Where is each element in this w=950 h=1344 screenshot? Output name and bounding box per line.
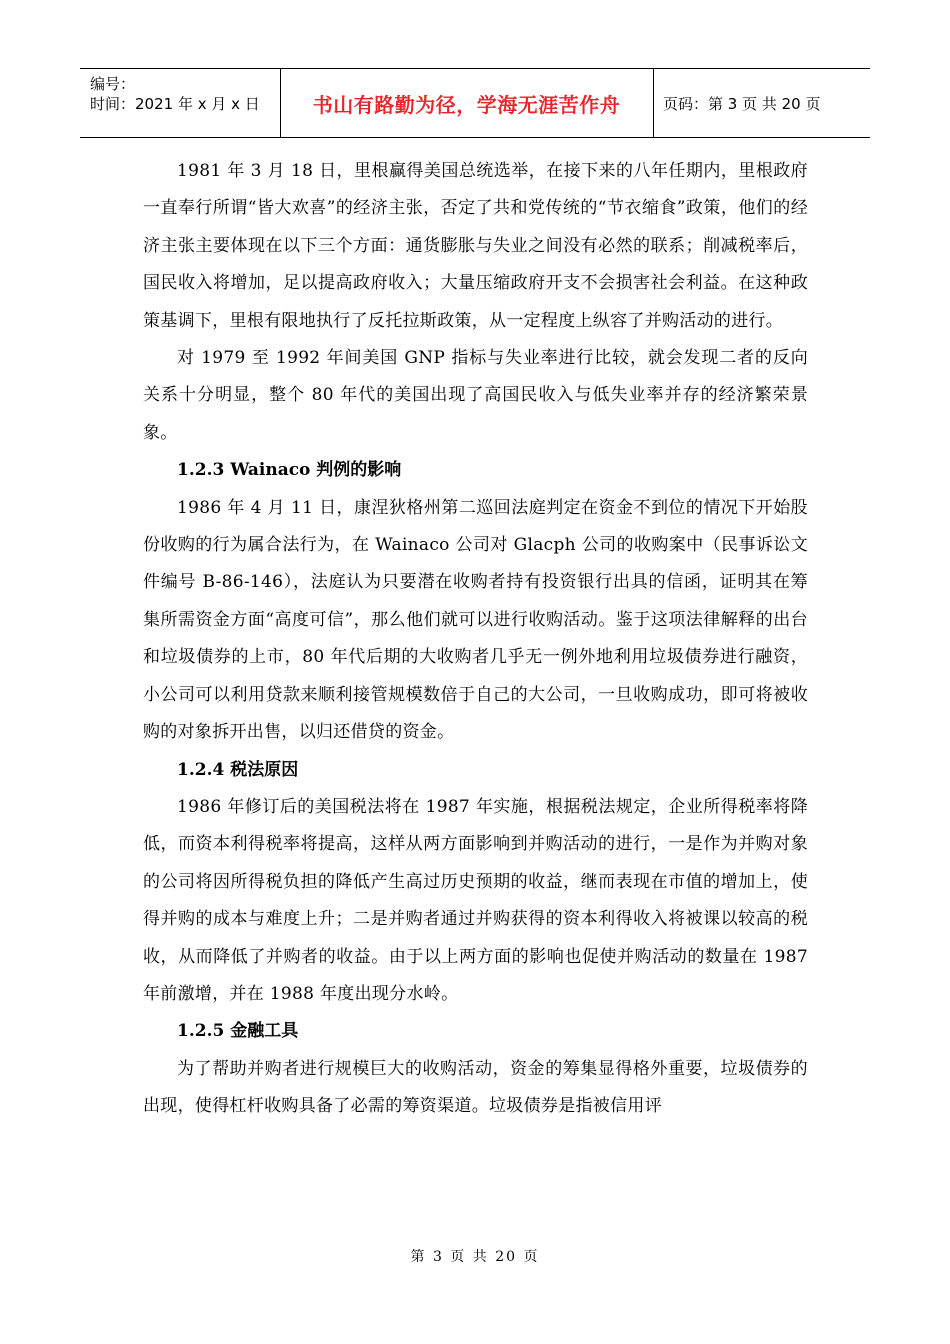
header-motto-cell: [280, 69, 654, 137]
motto-text: 书山有路勤为径，学海无涯苦作舟: [312, 92, 621, 117]
paragraph: 为了帮助并购者进行规模巨大的收购活动，资金的筹集显得格外重要，垃圾债券的出现，使得杠杆收购具备了必需的筹资渠道。垃圾债券是指被信用评: [143, 1058, 808, 1117]
date-label: 时间：2021 年 x 月 x 日: [90, 95, 260, 113]
header-meta-cell: [80, 69, 281, 137]
document-body: [143, 153, 808, 1126]
page-footer: 第 3 页 共 20 页: [410, 1249, 540, 1265]
paragraph: 1986 年修订后的美国税法将在 1987 年实施，根据税法规定，企业所得税率将降低，而资本利得税率将提高，这样从两方面影响到并购活动的进行，一是作为并购对象的公司将因所得税负担的降低产生高过历史预期的收益，继而表现在市值的增加上，使得并购的成本与难度上升；二是并购者通过并购获得的资本利得收入将被课以较高的税收，从而降低了并购者的收益。由于以上两方面的影响也促使并购活动的数量在 1987 年前激增，并在 1988 年度出现分水岭。: [143, 796, 808, 1004]
section-heading: 1.2.4 税法原因: [177, 759, 299, 780]
header-page-info: 页码：第 3 页 共 20 页: [663, 94, 821, 113]
section-heading: 1.2.5 金融工具: [177, 1021, 299, 1042]
number-label: 编号：: [90, 75, 136, 93]
page-header: [80, 68, 870, 138]
paragraph: 对 1979 至 1992 年间美国 GNP 指标与失业率进行比较，就会发现二者的反向关系十分明显，整个 80 年代的美国出现了高国民收入与低失业率并存的经济繁荣景象。: [143, 348, 808, 443]
section-heading: 1.2.3 Wainaco 判例的影响: [177, 460, 402, 481]
paragraph: 1986 年 4 月 11 日，康涅狄格州第二巡回法庭判定在资金不到位的情况下开始股份收购的行为属合法行为，在 Wainaco 公司对 Glacph 公司的收购案中（民事诉讼文件编号 B-86-146），法庭认为只要潜在收购者持有投资银行出具的信函，证明其在筹集所需资金方面“高度可信”，那么他们就可以进行收购活动。鉴于这项法律解释的出台和垃圾债券的上市，80 年代后期的大收购者几乎无一例外地利用垃圾债券进行融资，小公司可以利用贷款来顺利接管规模数倍于自己的大公司，一旦收购成功，即可将被收购的对象拆开出售，以归还借贷的资金。: [143, 497, 808, 743]
paragraph: 1981 年 3 月 18 日，里根赢得美国总统选举，在接下来的八年任期内，里根政府一直奉行所谓“皆大欢喜”的经济主张，否定了共和党传统的“节衣缩食”政策，他们的经济主张主要体现在以下三个方面：通货膨胀与失业之间没有必然的联系；削减税率后，国民收入将增加，足以提高政府收入；大量压缩政府开支不会损害社会利益。在这种政策基调下，里根有限地执行了反托拉斯政策，从一定程度上纵容了并购活动的进行。: [143, 161, 808, 331]
